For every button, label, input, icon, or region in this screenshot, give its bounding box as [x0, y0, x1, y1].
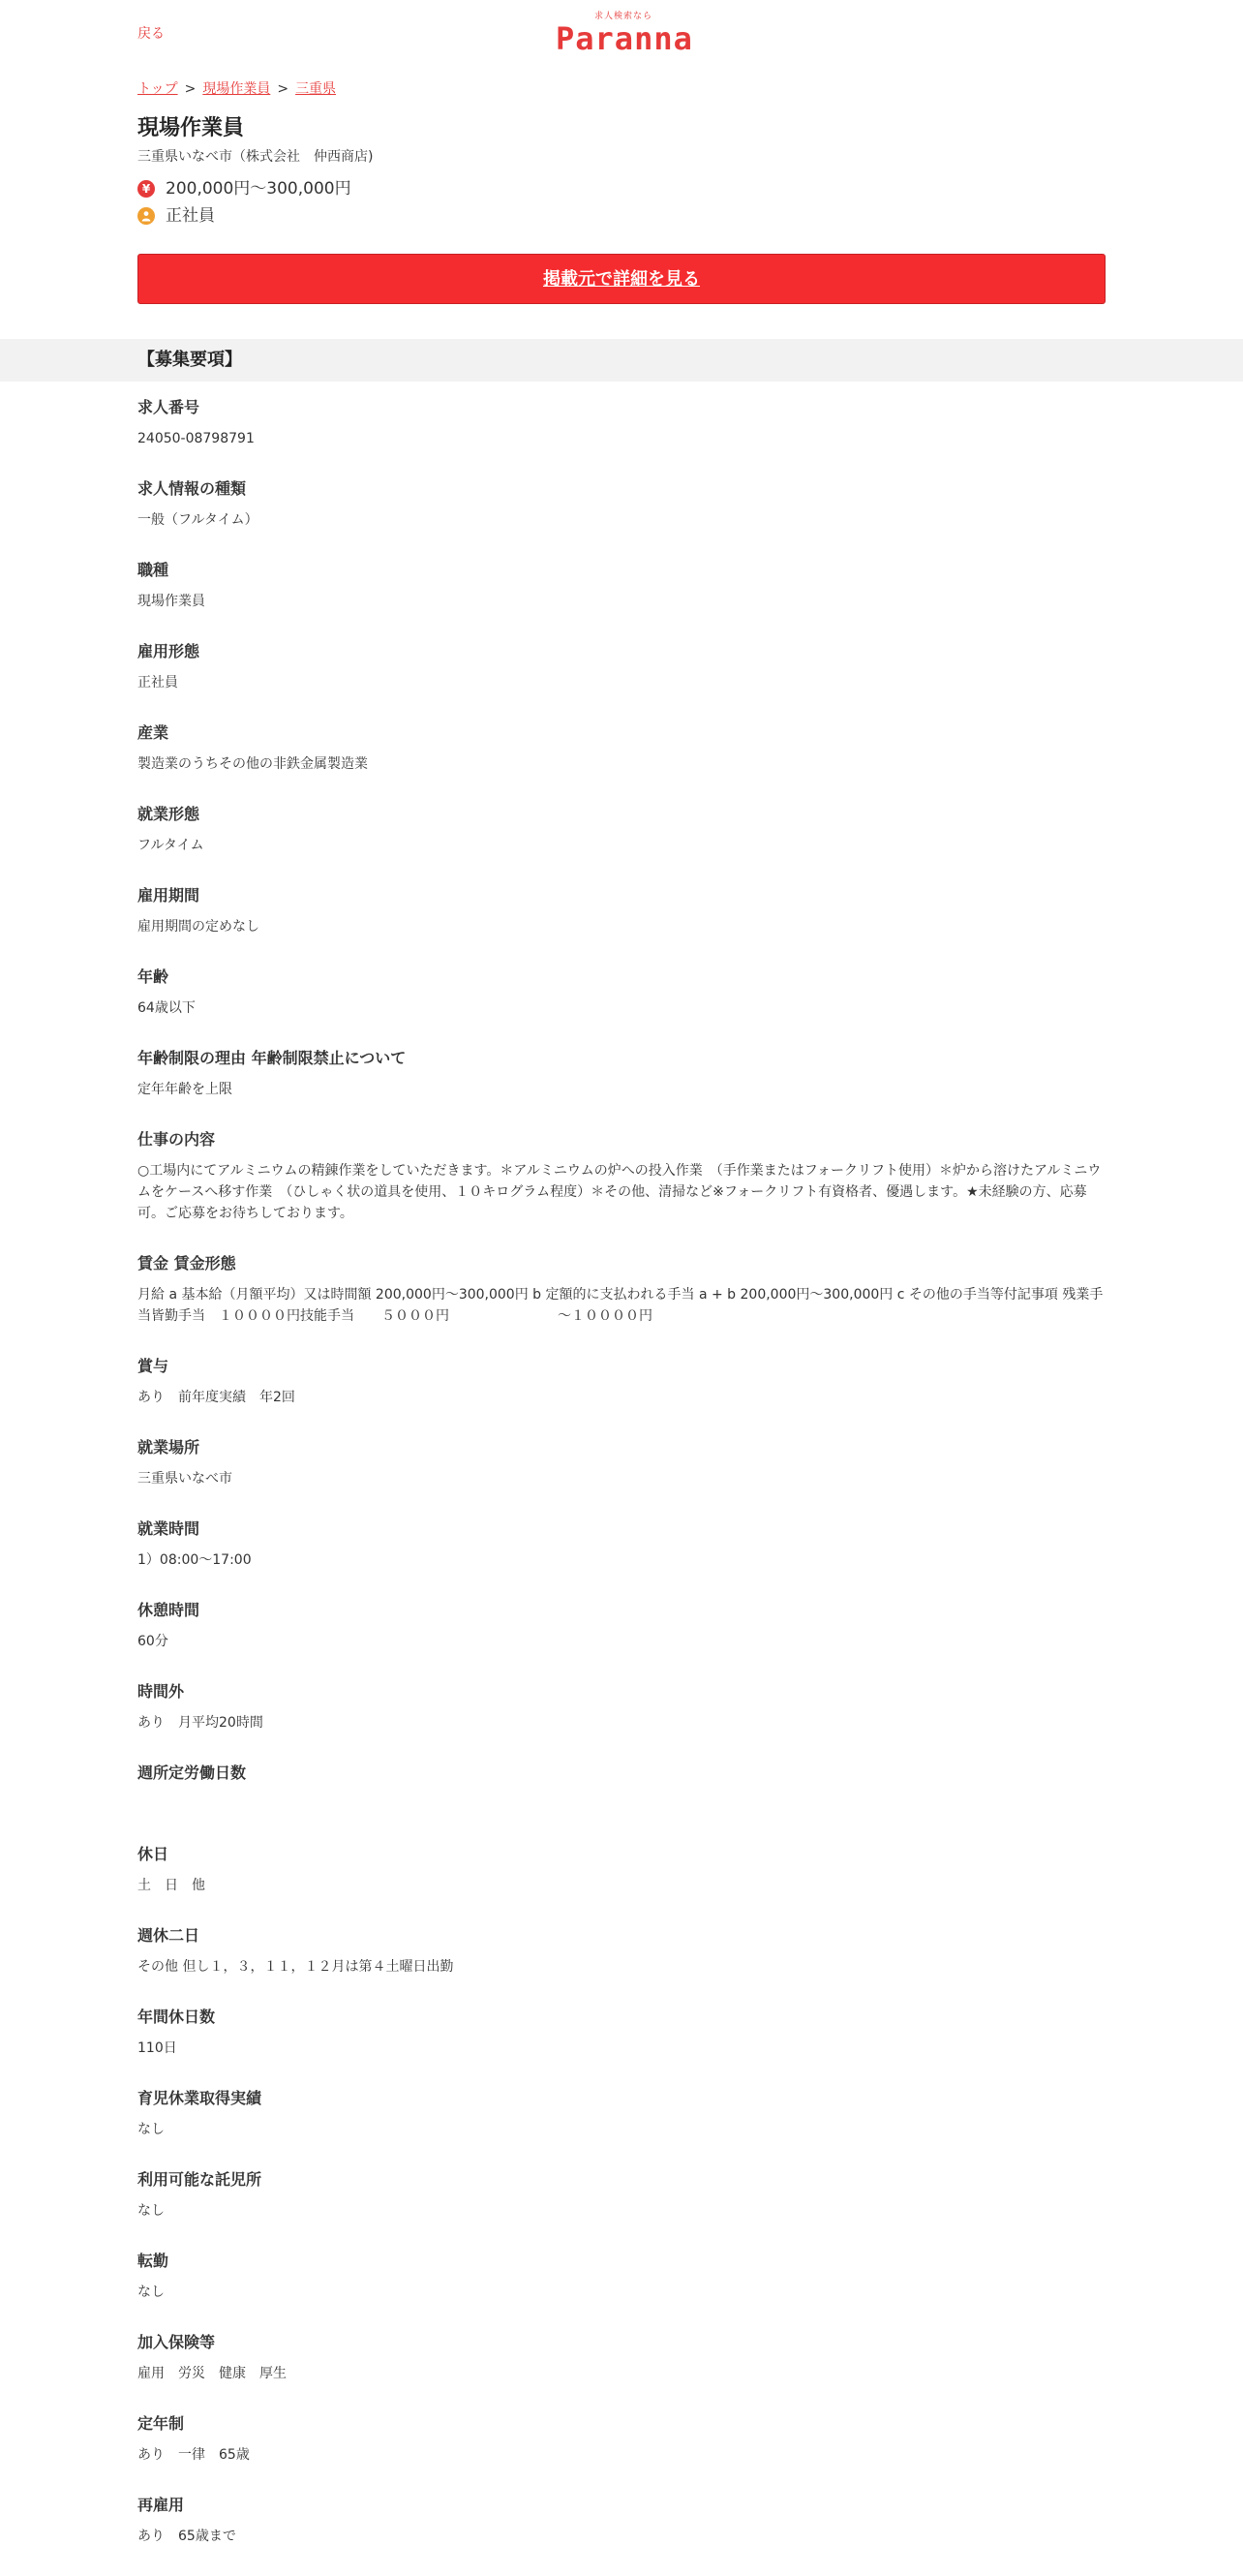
detail-label: 定年制 — [137, 2414, 185, 2433]
detail-label: 求人番号 — [137, 398, 200, 416]
detail-value: 一般（フルタイム） — [137, 512, 258, 528]
yen-icon: ¥ — [137, 180, 155, 198]
detail-item — [137, 2413, 1106, 2495]
salary-text: 200,000円～300,000円 — [166, 179, 351, 199]
logo-wordmark: Paranna — [556, 20, 693, 57]
detail-value: あり 月平均20時間 — [137, 1715, 263, 1731]
detail-label: 転勤 — [137, 2252, 169, 2270]
detail-label: 休憩時間 — [137, 1601, 200, 1619]
detail-item — [137, 641, 1106, 722]
detail-item — [137, 2088, 1106, 2169]
detail-label: 利用可能な託児所 — [137, 2170, 262, 2189]
detail-value: 雇用 労災 健康 厚生 — [137, 2366, 287, 2381]
detail-item — [137, 2169, 1106, 2251]
detail-item — [137, 1253, 1106, 1356]
job-title: 現場作業員 — [137, 116, 245, 140]
detail-label: 職種 — [137, 561, 169, 579]
detail-item — [137, 1518, 1106, 1600]
detail-item — [137, 560, 1106, 641]
detail-label: 賞与 — [137, 1357, 169, 1375]
detail-item — [137, 1048, 1106, 1129]
detail-item — [137, 478, 1106, 560]
view-details-button[interactable]: 掲載元で詳細を見る — [137, 254, 1106, 304]
detail-value: ○工場内にてアルミニウムの精錬作業をしていただきます。＊アルミニウムの炉への投入作業 （手作業またはフォークリフト使用）＊炉から溶けたアルミニウムをケースへ移す作業 （ひしゃく状の道具を使用、１０キログラム程度）＊その他、清掃など※フォークリフト有資格者、優遇します。★未経験の方、応募可。ご応募をお待ちしております。 — [137, 1163, 1102, 1221]
detail-value: 現場作業員 — [137, 594, 205, 609]
detail-value: 土 日 他 — [137, 1878, 205, 1893]
detail-value: フルタイム — [137, 838, 204, 853]
detail-item — [137, 397, 1106, 478]
detail-value: あり 65歳まで — [137, 2529, 236, 2544]
detail-label: 産業 — [137, 723, 169, 742]
person-icon — [137, 207, 155, 225]
detail-value: 24050-08798791 — [137, 431, 255, 446]
detail-item — [137, 885, 1106, 966]
job-details-list — [137, 397, 1106, 2576]
detail-label: 再雇用 — [137, 2496, 185, 2514]
detail-label: 育児休業取得実績 — [137, 2089, 262, 2107]
detail-item — [137, 1356, 1106, 1437]
detail-item — [137, 1437, 1106, 1518]
detail-value: 1）08:00～17:00 — [137, 1552, 252, 1568]
detail-label: 賃金 賃金形態 — [137, 1254, 236, 1273]
job-location-company: 三重県いなべ市（株式会社 仲西商店) — [137, 149, 374, 165]
detail-value: 正社員 — [137, 675, 178, 690]
detail-label: 週所定労働日数 — [137, 1763, 247, 1782]
section-title: 【募集要項】 — [137, 350, 242, 370]
detail-item — [137, 804, 1106, 885]
detail-value: 雇用期間の定めなし — [137, 919, 259, 935]
detail-item — [137, 2007, 1106, 2088]
detail-item — [137, 2251, 1106, 2332]
detail-item — [137, 1844, 1106, 1925]
detail-value: あり 一律 65歳 — [137, 2447, 250, 2463]
detail-label: 就業時間 — [137, 1519, 200, 1538]
detail-value: 110日 — [137, 2040, 177, 2056]
detail-value: なし — [137, 2122, 165, 2137]
detail-label: 年齢 — [137, 967, 169, 986]
detail-label: 就業形態 — [137, 805, 200, 823]
detail-label: 求人情報の種類 — [137, 479, 247, 498]
detail-value: 月給 a 基本給（月額平均）又は時間額 200,000円～300,000円 b 定額的に支払われる手当 a + b 200,000円～300,000円 c その他の手当等付記事項 残業手当皆勤手当 １００００円技能手当 ５０００円 ～１００００円 — [137, 1287, 1104, 1324]
detail-value: あり 前年度実績 年2回 — [137, 1390, 295, 1405]
detail-value: なし — [137, 2285, 165, 2300]
detail-item — [137, 966, 1106, 1048]
breadcrumb — [137, 79, 1106, 99]
detail-value: 定年年齢を上限 — [137, 1082, 232, 1097]
detail-item — [137, 1681, 1106, 1763]
detail-item — [137, 1925, 1106, 2007]
detail-label: 仕事の内容 — [137, 1130, 216, 1149]
detail-label: 週休二日 — [137, 1926, 200, 1945]
site-logo[interactable] — [556, 12, 691, 55]
site-header — [137, 0, 1106, 60]
detail-value: その他 但し１，３，１１，１２月は第４土曜日出勤 — [137, 1959, 454, 1975]
detail-value — [137, 1794, 1106, 1815]
breadcrumb-top[interactable]: トップ — [137, 81, 178, 97]
breadcrumb-separator: > — [184, 81, 197, 97]
detail-value: 64歳以下 — [137, 1000, 196, 1016]
detail-label: 加入保険等 — [137, 2333, 216, 2351]
breadcrumb-separator: > — [277, 81, 289, 97]
detail-label: 雇用形態 — [137, 642, 200, 660]
employment-text: 正社員 — [166, 206, 215, 226]
detail-label: 就業場所 — [137, 1438, 200, 1457]
breadcrumb-prefecture[interactable]: 三重県 — [295, 81, 337, 97]
detail-label: 休日 — [137, 1845, 169, 1863]
detail-item — [137, 722, 1106, 804]
detail-value: 製造業のうちその他の非鉄金属製造業 — [137, 756, 368, 772]
detail-item — [137, 2332, 1106, 2413]
detail-label: 雇用期間 — [137, 886, 200, 905]
detail-value: なし — [137, 2203, 165, 2219]
salary-row — [137, 178, 1106, 199]
employment-row — [137, 205, 1106, 227]
breadcrumb-category[interactable]: 現場作業員 — [202, 81, 271, 97]
detail-label: 年齢制限の理由 年齢制限禁止について — [137, 1049, 407, 1067]
detail-label: 時間外 — [137, 1682, 185, 1701]
detail-item — [137, 1600, 1106, 1681]
detail-item — [137, 2495, 1106, 2576]
back-link[interactable]: 戻る — [137, 26, 165, 42]
detail-item — [137, 1763, 1106, 1844]
detail-label: 年間休日数 — [137, 2008, 216, 2026]
detail-value: 60分 — [137, 1634, 168, 1649]
detail-item — [137, 1129, 1106, 1253]
logo-tagline: 求人検索なら — [593, 12, 652, 21]
detail-value: 三重県いなべ市 — [137, 1471, 232, 1487]
